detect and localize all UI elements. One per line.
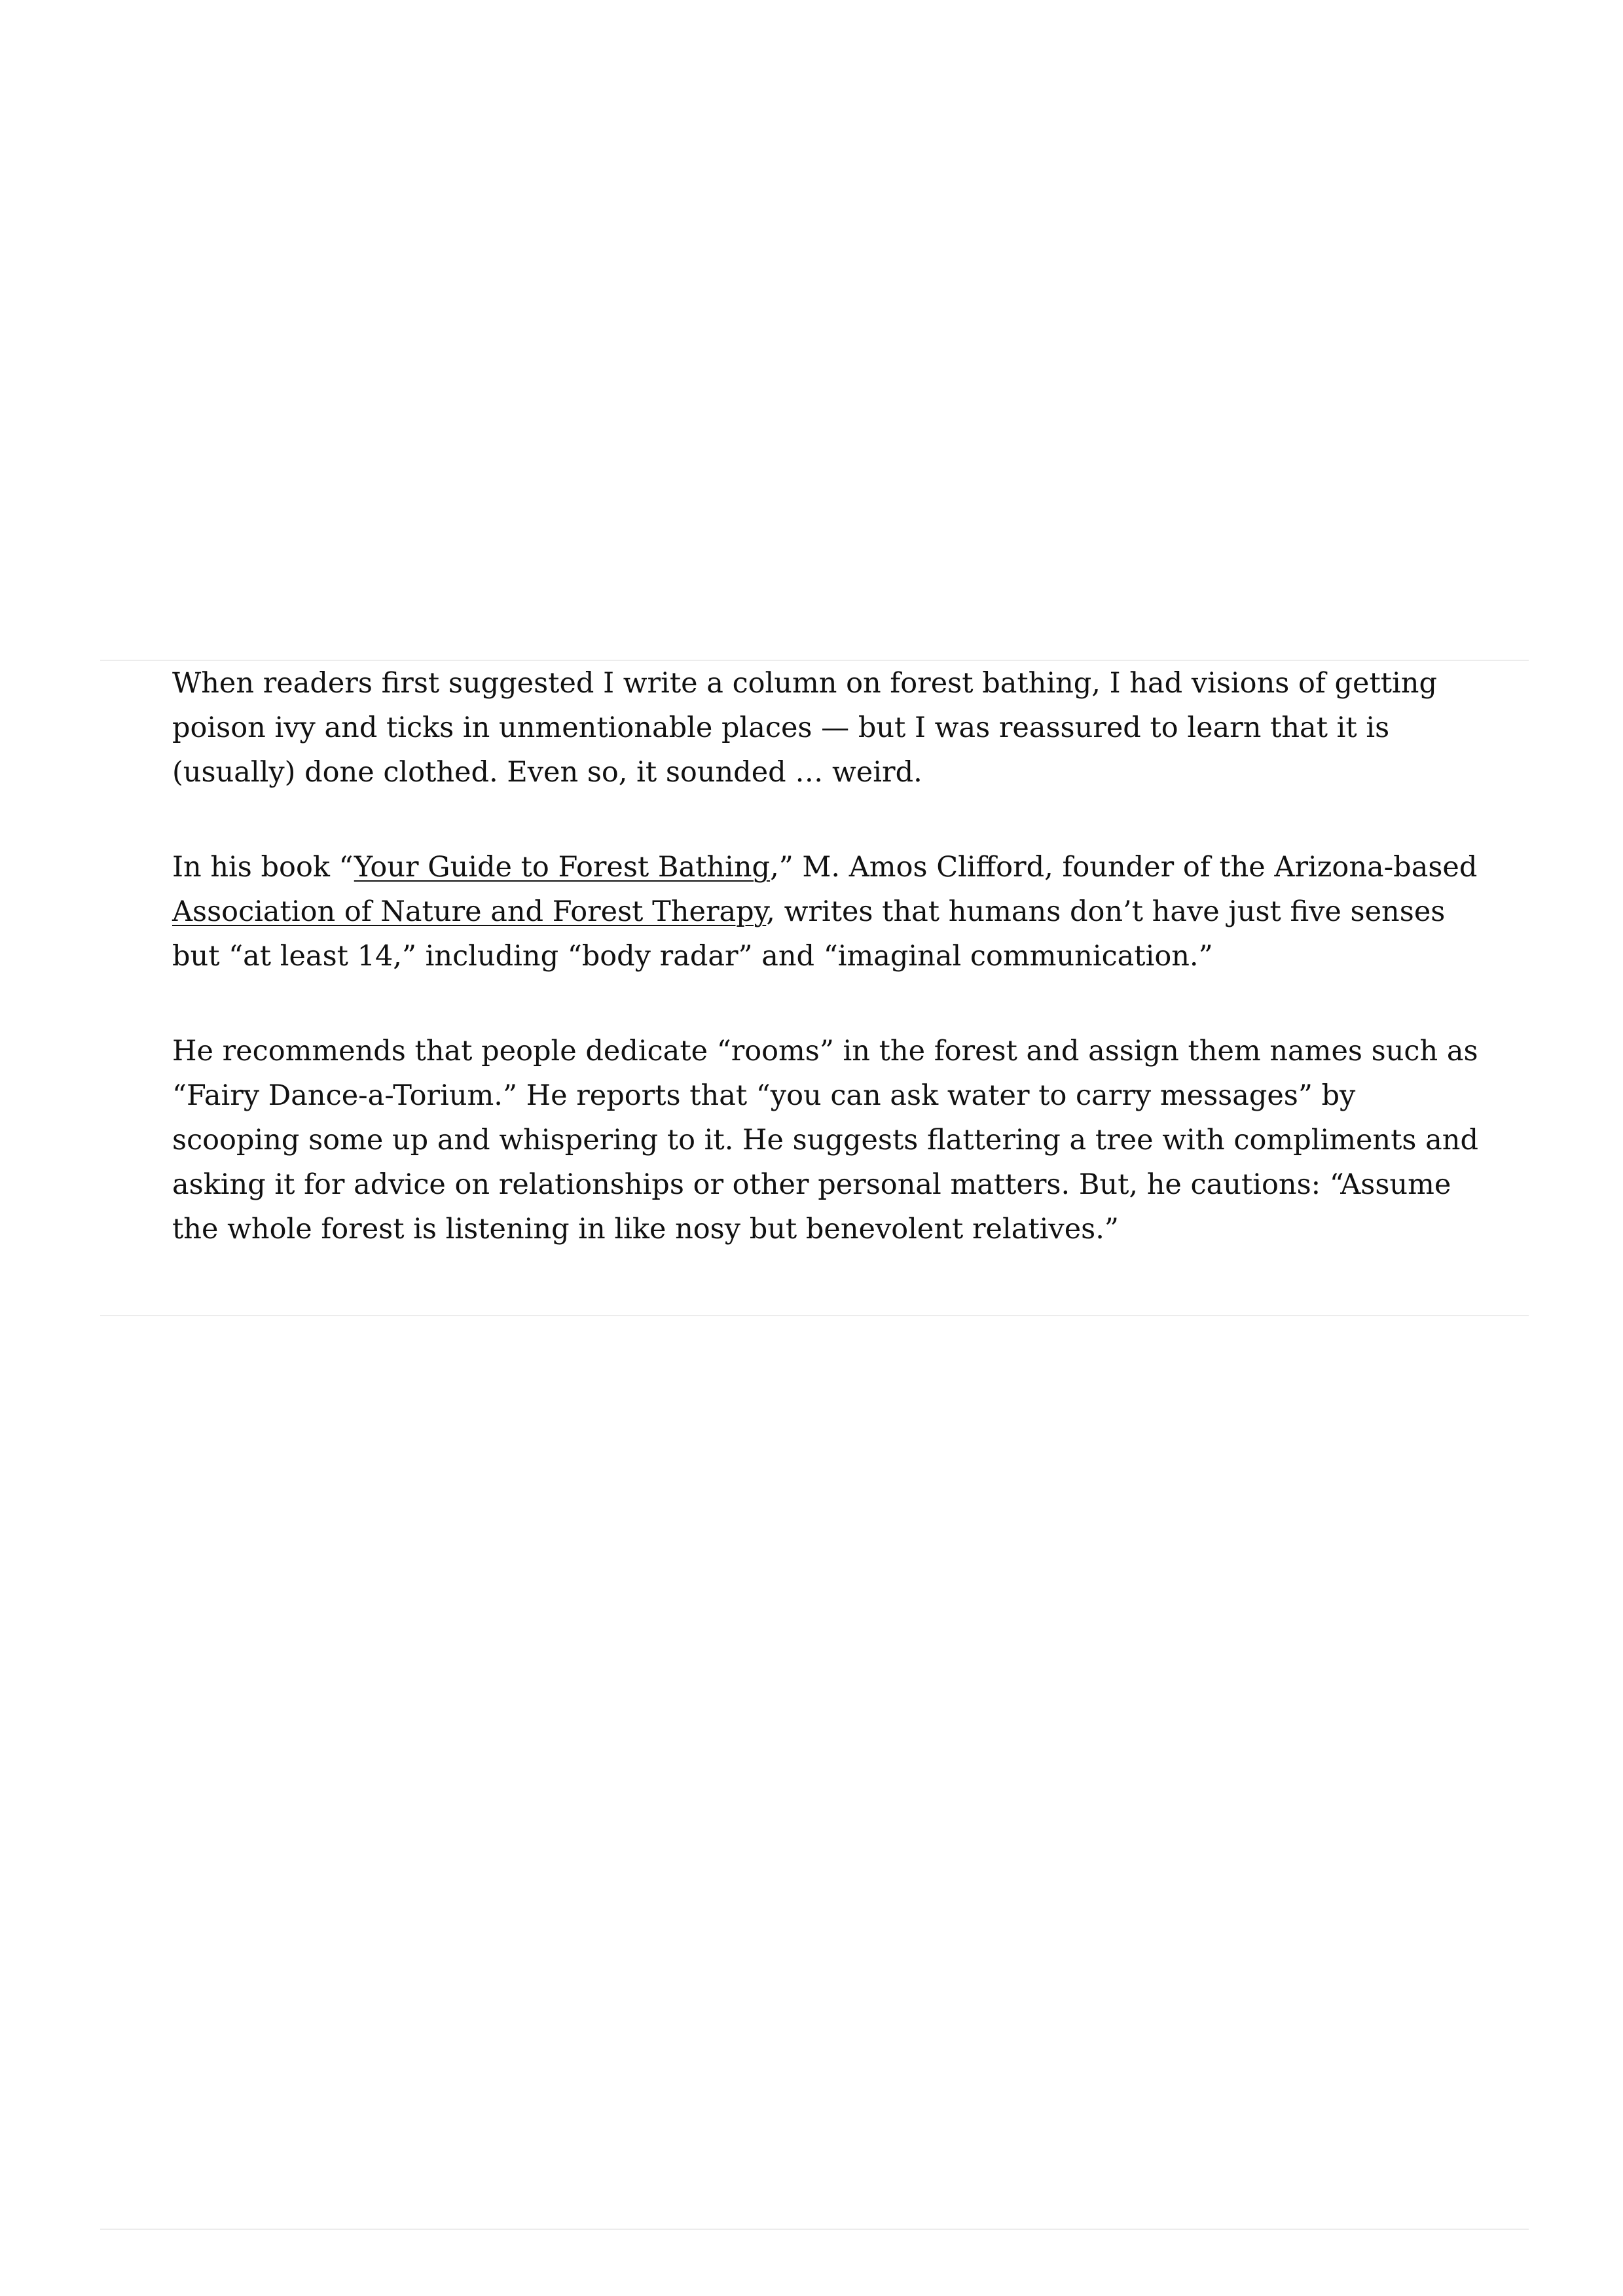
association-link[interactable]: Association of Nature and Forest Therapy <box>172 895 767 928</box>
book-title-link[interactable]: Your Guide to Forest Bathing <box>354 851 771 884</box>
paragraph-text: In his book “ <box>172 851 354 884</box>
bottom-divider <box>100 2229 1529 2230</box>
paragraph-text: When readers first suggested I write a column on forest bathing, I had visions of getting poison ivy and ticks in unmentionable places — but I was reassured to learn that it is (usually) done clothed. Even so, it sounded … weird. <box>172 667 1437 789</box>
article-paragraph-2 <box>172 845 1482 978</box>
article-paragraph-1 <box>172 661 1482 795</box>
paragraph-text: He recommends that people dedicate “rooms” in the forest and assign them names such as “Fairy Dance-a-Torium.” He reports that “you can ask water to carry messages” by scooping some up and whispering to it. He suggests flattering a tree with compliments and asking it for advice on relationships or other personal matters. But, he cautions: “Assume the whole forest is listening in like nosy but benevolent relatives.” <box>172 1035 1478 1246</box>
paragraph-text: , writes that humans don’t have just five senses but “at least 14,” including “body radar” and “imaginal communication.” <box>172 895 1446 973</box>
paragraph-text: ,” M. Amos Clifford, founder of the Arizona-based <box>770 851 1478 884</box>
article-body <box>172 661 1482 1302</box>
article-paragraph-3 <box>172 1029 1482 1251</box>
section-divider <box>100 1315 1529 1316</box>
